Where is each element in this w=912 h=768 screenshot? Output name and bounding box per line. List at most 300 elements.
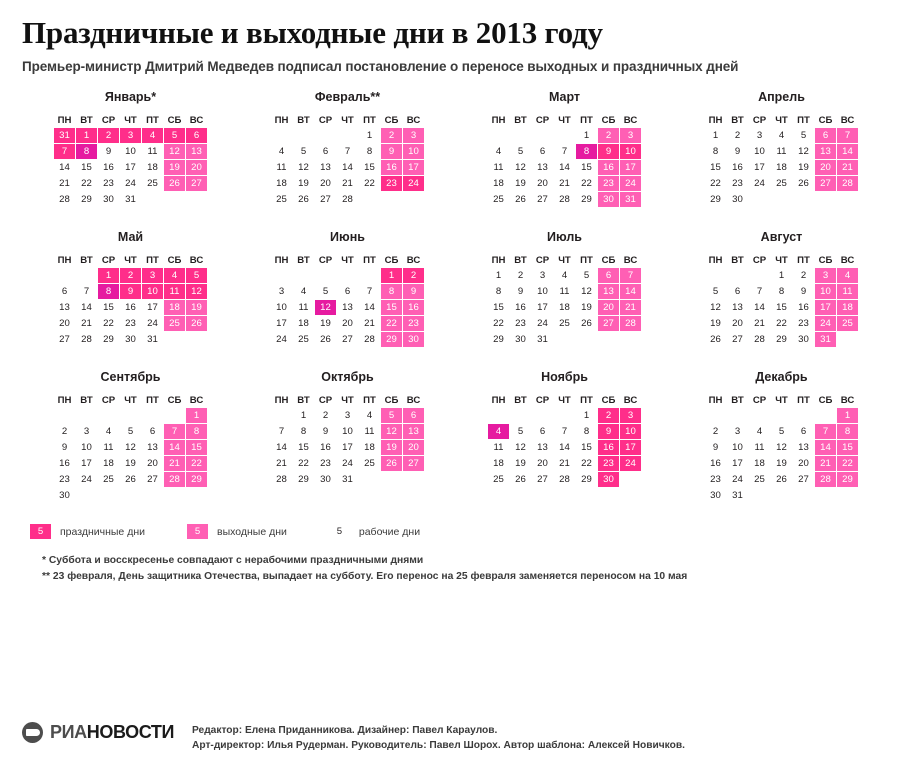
day-cell-holiday: 5 (164, 128, 185, 143)
week-row (22, 192, 239, 207)
day-cell-weekend: 28 (620, 316, 641, 331)
day-cell-work: 28 (59, 194, 70, 206)
week-row (673, 424, 890, 439)
weekday-header-row (239, 393, 456, 408)
legend-swatch-weekend: 5 (187, 524, 208, 539)
day-cell-weekend: 13 (186, 144, 207, 159)
day-cell-work: 28 (364, 334, 375, 346)
weekday-header-row (22, 393, 239, 408)
day-cell-work: 27 (537, 474, 548, 486)
day-cell-empty (793, 192, 814, 207)
weekday-label: ПТ (797, 115, 810, 127)
day-cell-work: 12 (798, 146, 809, 158)
day-cell-weekend: 3 (403, 128, 424, 143)
day-cell-work: 22 (103, 318, 114, 330)
day-cell-work: 30 (320, 474, 331, 486)
weekday-label: ВС (623, 255, 638, 267)
week-row (22, 268, 239, 283)
day-cell-weekend: 7 (620, 268, 641, 283)
legend-item (187, 524, 287, 539)
day-cell-weekend: 22 (837, 456, 858, 471)
day-cell-weekend: 19 (186, 300, 207, 315)
day-cell-work: 13 (798, 442, 809, 454)
day-cell-holiday: 11 (164, 284, 185, 299)
week-row (456, 332, 673, 347)
day-cell-work: 18 (493, 458, 504, 470)
legend-label: праздничные дни (60, 525, 145, 538)
day-cell-work: 20 (342, 318, 353, 330)
day-cell-empty (54, 408, 75, 423)
day-cell-work: 13 (320, 162, 331, 174)
day-cell-weekend: 29 (186, 472, 207, 487)
weekday-header-row (239, 253, 456, 268)
day-cell-magenta: 8 (98, 284, 119, 299)
day-cell-work: 16 (320, 442, 331, 454)
weekday-label: ПН (708, 255, 723, 267)
day-cell-work: 16 (515, 302, 526, 314)
day-cell-weekend: 27 (598, 316, 619, 331)
weekday-label: ВС (623, 395, 638, 407)
day-cell-work: 5 (800, 130, 807, 142)
day-cell-work: 2 (61, 426, 68, 438)
weekday-label: ЧТ (775, 255, 788, 267)
weekday-label: ЧТ (558, 395, 571, 407)
day-cell-holiday: 1 (76, 128, 97, 143)
weekday-label: ВС (189, 395, 204, 407)
day-cell-work: 11 (103, 442, 114, 454)
week-row (239, 176, 456, 191)
day-cell-work: 19 (515, 458, 526, 470)
month-block (239, 370, 456, 504)
day-cell-weekend: 1 (186, 408, 207, 423)
day-cell-work: 5 (712, 286, 719, 298)
day-cell-work: 3 (756, 130, 763, 142)
day-cell-work: 8 (583, 426, 590, 438)
week-row (673, 408, 890, 423)
day-cell-holiday: 5 (186, 268, 207, 283)
month-name: Май (117, 230, 144, 245)
day-cell-weekend: 29 (837, 472, 858, 487)
day-cell-holiday: 24 (403, 176, 424, 191)
day-cell-empty (793, 408, 814, 423)
day-cell-weekend: 6 (598, 268, 619, 283)
day-cell-empty (705, 268, 726, 283)
day-cell-work: 25 (493, 474, 504, 486)
weekday-label: ЧТ (341, 395, 354, 407)
legend-label: рабочие дни (358, 525, 421, 538)
day-cell-work: 1 (366, 130, 373, 142)
weekday-label: ВТ (297, 395, 310, 407)
day-cell-work: 7 (756, 286, 763, 298)
day-cell-work: 9 (322, 426, 329, 438)
day-cell-weekend: 2 (381, 128, 402, 143)
day-cell-work: 17 (81, 458, 92, 470)
day-cell-work: 28 (559, 474, 570, 486)
day-cell-work: 25 (276, 194, 287, 206)
day-cell-weekend: 19 (381, 440, 402, 455)
week-row (673, 268, 890, 283)
weekday-label: СР (101, 115, 116, 127)
day-cell-work: 31 (732, 490, 743, 502)
day-cell-work: 13 (537, 442, 548, 454)
ria-novosti-logo (22, 722, 192, 743)
week-row (239, 284, 456, 299)
credits-line-2: Арт-директор: Илья Рудерман. Руководитель: Павел Шорох. Автор шаблона: Алексей Новичков. (192, 740, 685, 752)
day-cell-empty (120, 408, 141, 423)
day-cell-empty (186, 192, 207, 207)
day-cell-weekend: 23 (598, 176, 619, 191)
day-cell-work: 26 (320, 334, 331, 346)
month-name: Февраль** (314, 90, 381, 105)
month-block (22, 370, 239, 504)
week-row (456, 144, 673, 159)
day-cell-weekend: 21 (815, 456, 836, 471)
month-name: Сентябрь (100, 370, 161, 385)
weekday-label: ВТ (731, 115, 744, 127)
day-cell-work: 22 (776, 318, 787, 330)
week-row (239, 192, 456, 207)
day-cell-work: 2 (517, 270, 524, 282)
day-cell-empty (620, 332, 641, 347)
day-cell-weekend: 22 (381, 316, 402, 331)
weekday-label: ПТ (146, 255, 159, 267)
week-row (673, 192, 890, 207)
month-name: Июнь (330, 230, 365, 245)
day-cell-work: 19 (320, 318, 331, 330)
day-cell-weekend: 6 (815, 128, 836, 143)
day-cell-work: 6 (61, 286, 68, 298)
day-cell-empty (620, 472, 641, 487)
weekday-label: СР (535, 255, 550, 267)
weekday-header-row (673, 393, 890, 408)
day-cell-work: 1 (583, 130, 590, 142)
day-cell-work: 26 (581, 318, 592, 330)
day-cell-work: 22 (493, 318, 504, 330)
day-cell-weekend: 30 (403, 332, 424, 347)
day-cell-empty (532, 128, 553, 143)
day-cell-work: 11 (776, 146, 787, 158)
day-cell-work: 7 (561, 146, 568, 158)
page-title: Праздничные и выходные дни в 2013 году (22, 15, 603, 50)
day-cell-work: 4 (561, 270, 568, 282)
day-cell-work: 7 (561, 426, 568, 438)
day-cell-work: 13 (537, 162, 548, 174)
day-cell-empty (164, 488, 185, 503)
day-cell-work: 26 (798, 178, 809, 190)
day-cell-work: 7 (83, 286, 90, 298)
weekday-label: ЧТ (124, 255, 137, 267)
day-cell-weekend: 18 (164, 300, 185, 315)
week-row (456, 456, 673, 471)
day-cell-weekend: 26 (164, 176, 185, 191)
day-cell-work: 18 (147, 162, 158, 174)
day-cell-empty (120, 488, 141, 503)
day-cell-work: 3 (734, 426, 741, 438)
day-cell-work: 4 (105, 426, 112, 438)
day-cell-holiday: 10 (620, 144, 641, 159)
day-cell-work: 25 (298, 334, 309, 346)
month-name: Ноябрь (541, 370, 588, 385)
day-cell-weekend: 15 (381, 300, 402, 315)
day-cell-work: 14 (364, 302, 375, 314)
day-cell-work: 16 (710, 458, 721, 470)
day-cell-work: 3 (83, 426, 90, 438)
weekday-label: ПТ (146, 115, 159, 127)
day-cell-weekend: 7 (815, 424, 836, 439)
day-cell-work: 14 (559, 442, 570, 454)
day-cell-work: 11 (298, 302, 309, 314)
day-cell-empty (837, 488, 858, 503)
day-cell-magenta: 4 (488, 424, 509, 439)
day-cell-work: 10 (342, 426, 353, 438)
day-cell-work: 27 (59, 334, 70, 346)
ria-logo-icon (22, 722, 43, 743)
weekday-header-row (22, 253, 239, 268)
day-cell-work: 9 (800, 286, 807, 298)
week-row (673, 160, 890, 175)
day-cell-work: 19 (515, 178, 526, 190)
day-cell-empty (186, 332, 207, 347)
day-cell-work: 27 (537, 194, 548, 206)
day-cell-empty (315, 128, 336, 143)
weekday-label: СБ (167, 115, 182, 127)
weekday-label: ПТ (580, 115, 593, 127)
day-cell-weekend: 8 (381, 284, 402, 299)
day-cell-empty (186, 488, 207, 503)
day-cell-work: 17 (147, 302, 158, 314)
day-cell-work: 18 (364, 442, 375, 454)
day-cell-work: 25 (776, 178, 787, 190)
day-cell-weekend: 28 (837, 176, 858, 191)
week-row (22, 128, 239, 143)
day-cell-weekend: 8 (837, 424, 858, 439)
day-cell-holiday: 1 (98, 268, 119, 283)
day-cell-work: 27 (320, 194, 331, 206)
day-cell-work: 2 (712, 426, 719, 438)
week-row (456, 408, 673, 423)
day-cell-empty (293, 128, 314, 143)
day-cell-empty (815, 192, 836, 207)
month-name: Январь* (104, 90, 157, 105)
day-cell-work: 24 (81, 474, 92, 486)
weekday-label: СБ (601, 255, 616, 267)
day-cell-work: 18 (103, 458, 114, 470)
day-cell-empty (359, 192, 380, 207)
month-name: Апрель (758, 90, 805, 105)
week-row (22, 176, 239, 191)
day-cell-work: 31 (125, 194, 136, 206)
day-cell-empty (771, 408, 792, 423)
weekday-label: СР (318, 255, 333, 267)
day-cell-weekend: 20 (186, 160, 207, 175)
legend-label: выходные дни (216, 525, 287, 538)
day-cell-empty (164, 408, 185, 423)
day-cell-holiday: 31 (54, 128, 75, 143)
day-cell-weekend: 4 (837, 268, 858, 283)
day-cell-work: 12 (515, 162, 526, 174)
week-row (22, 316, 239, 331)
weekday-label: ПТ (363, 255, 376, 267)
day-cell-weekend: 14 (815, 440, 836, 455)
week-row (239, 268, 456, 283)
day-cell-holiday: 24 (620, 456, 641, 471)
day-cell-work: 9 (517, 286, 524, 298)
day-cell-work: 8 (778, 286, 785, 298)
day-cell-weekend: 16 (403, 300, 424, 315)
day-cell-empty (554, 332, 575, 347)
day-cell-work: 9 (712, 442, 719, 454)
day-cell-work: 29 (581, 474, 592, 486)
weekday-label: ПТ (797, 255, 810, 267)
day-cell-holiday: 7 (54, 144, 75, 159)
weekday-label: ПН (274, 395, 289, 407)
day-cell-empty (403, 472, 424, 487)
day-cell-empty (403, 192, 424, 207)
week-row (239, 300, 456, 315)
day-cell-work: 19 (798, 162, 809, 174)
day-cell-work: 23 (798, 318, 809, 330)
month-block (239, 230, 456, 348)
week-row (673, 176, 890, 191)
day-cell-work: 3 (344, 410, 351, 422)
day-cell-empty (837, 192, 858, 207)
day-cell-weekend: 31 (620, 192, 641, 207)
month-block (456, 370, 673, 504)
footnotes (22, 553, 890, 585)
weekday-label: СБ (167, 395, 182, 407)
day-cell-work: 15 (776, 302, 787, 314)
week-row (239, 144, 456, 159)
day-cell-holiday: 4 (142, 128, 163, 143)
day-cell-empty (142, 408, 163, 423)
week-row (22, 144, 239, 159)
day-cell-weekend: 3 (620, 128, 641, 143)
week-row (673, 472, 890, 487)
month-block (22, 90, 239, 208)
day-cell-work: 10 (81, 442, 92, 454)
weekday-label: ПН (274, 255, 289, 267)
logo-wordmark (50, 722, 174, 743)
day-cell-holiday: 9 (598, 144, 619, 159)
day-cell-work: 11 (493, 442, 504, 454)
day-cell-work: 11 (276, 162, 287, 174)
day-cell-work: 31 (147, 334, 158, 346)
day-cell-weekend: 23 (403, 316, 424, 331)
day-cell-empty (293, 268, 314, 283)
day-cell-work: 15 (581, 162, 592, 174)
day-cell-work: 30 (125, 334, 136, 346)
week-row (22, 332, 239, 347)
day-cell-work: 12 (125, 442, 136, 454)
day-cell-work: 25 (147, 178, 158, 190)
day-cell-work: 22 (581, 458, 592, 470)
day-cell-weekend: 20 (815, 160, 836, 175)
day-cell-weekend: 27 (403, 456, 424, 471)
day-cell-empty (142, 192, 163, 207)
weekday-header-row (456, 253, 673, 268)
day-cell-work: 28 (754, 334, 765, 346)
day-cell-work: 22 (581, 178, 592, 190)
day-cell-weekend: 21 (164, 456, 185, 471)
weekday-label: ВТ (731, 255, 744, 267)
day-cell-work: 25 (493, 194, 504, 206)
day-cell-work: 18 (298, 318, 309, 330)
day-cell-work: 21 (559, 178, 570, 190)
day-cell-holiday: 17 (620, 440, 641, 455)
day-cell-weekend: 16 (381, 160, 402, 175)
week-row (239, 456, 456, 471)
day-cell-work: 4 (366, 410, 373, 422)
weekday-label: СР (752, 255, 767, 267)
day-cell-work: 4 (756, 426, 763, 438)
day-cell-weekend: 26 (186, 316, 207, 331)
day-cell-work: 19 (710, 318, 721, 330)
day-cell-weekend: 14 (837, 144, 858, 159)
day-cell-work: 22 (81, 178, 92, 190)
logo-novosti-text: НОВОСТИ (86, 722, 174, 743)
day-cell-empty (271, 408, 292, 423)
day-cell-work: 23 (59, 474, 70, 486)
day-cell-weekend: 18 (837, 300, 858, 315)
month-block (673, 370, 890, 504)
day-cell-weekend: 13 (815, 144, 836, 159)
day-cell-work: 18 (559, 302, 570, 314)
weekday-label: ЧТ (124, 115, 137, 127)
weekday-label: СБ (601, 395, 616, 407)
day-cell-work: 30 (59, 490, 70, 502)
day-cell-empty (749, 268, 770, 283)
day-cell-work: 8 (495, 286, 502, 298)
weekday-label: ЧТ (341, 255, 354, 267)
day-cell-holiday: 3 (120, 128, 141, 143)
day-cell-weekend: 28 (164, 472, 185, 487)
month-block (22, 230, 239, 348)
day-cell-weekend: 15 (186, 440, 207, 455)
weekday-label: СБ (384, 255, 399, 267)
week-row (456, 472, 673, 487)
day-cell-work: 5 (322, 286, 329, 298)
day-cell-work: 14 (59, 162, 70, 174)
day-cell-work: 21 (81, 318, 92, 330)
weekday-label: СБ (818, 255, 833, 267)
legend-swatch-holiday: 5 (30, 524, 51, 539)
day-cell-work: 2 (734, 130, 741, 142)
day-cell-weekend: 29 (381, 332, 402, 347)
day-cell-work: 6 (539, 426, 546, 438)
weekday-label: ПТ (580, 395, 593, 407)
day-cell-empty (488, 128, 509, 143)
weekday-label: ВТ (80, 115, 93, 127)
week-row (456, 284, 673, 299)
day-cell-work: 15 (81, 162, 92, 174)
week-row (673, 300, 890, 315)
day-cell-work: 29 (81, 194, 92, 206)
month-block (456, 90, 673, 208)
weekday-label: СБ (818, 395, 833, 407)
day-cell-weekend: 11 (837, 284, 858, 299)
day-cell-weekend: 13 (403, 424, 424, 439)
day-cell-empty (532, 408, 553, 423)
day-cell-empty (359, 268, 380, 283)
day-cell-work: 24 (125, 178, 136, 190)
day-cell-weekend: 25 (164, 316, 185, 331)
day-cell-weekend: 8 (186, 424, 207, 439)
day-cell-work: 4 (778, 130, 785, 142)
day-cell-work: 5 (583, 270, 590, 282)
day-cell-weekend: 12 (381, 424, 402, 439)
day-cell-weekend: 26 (381, 456, 402, 471)
legend-item (30, 524, 145, 539)
